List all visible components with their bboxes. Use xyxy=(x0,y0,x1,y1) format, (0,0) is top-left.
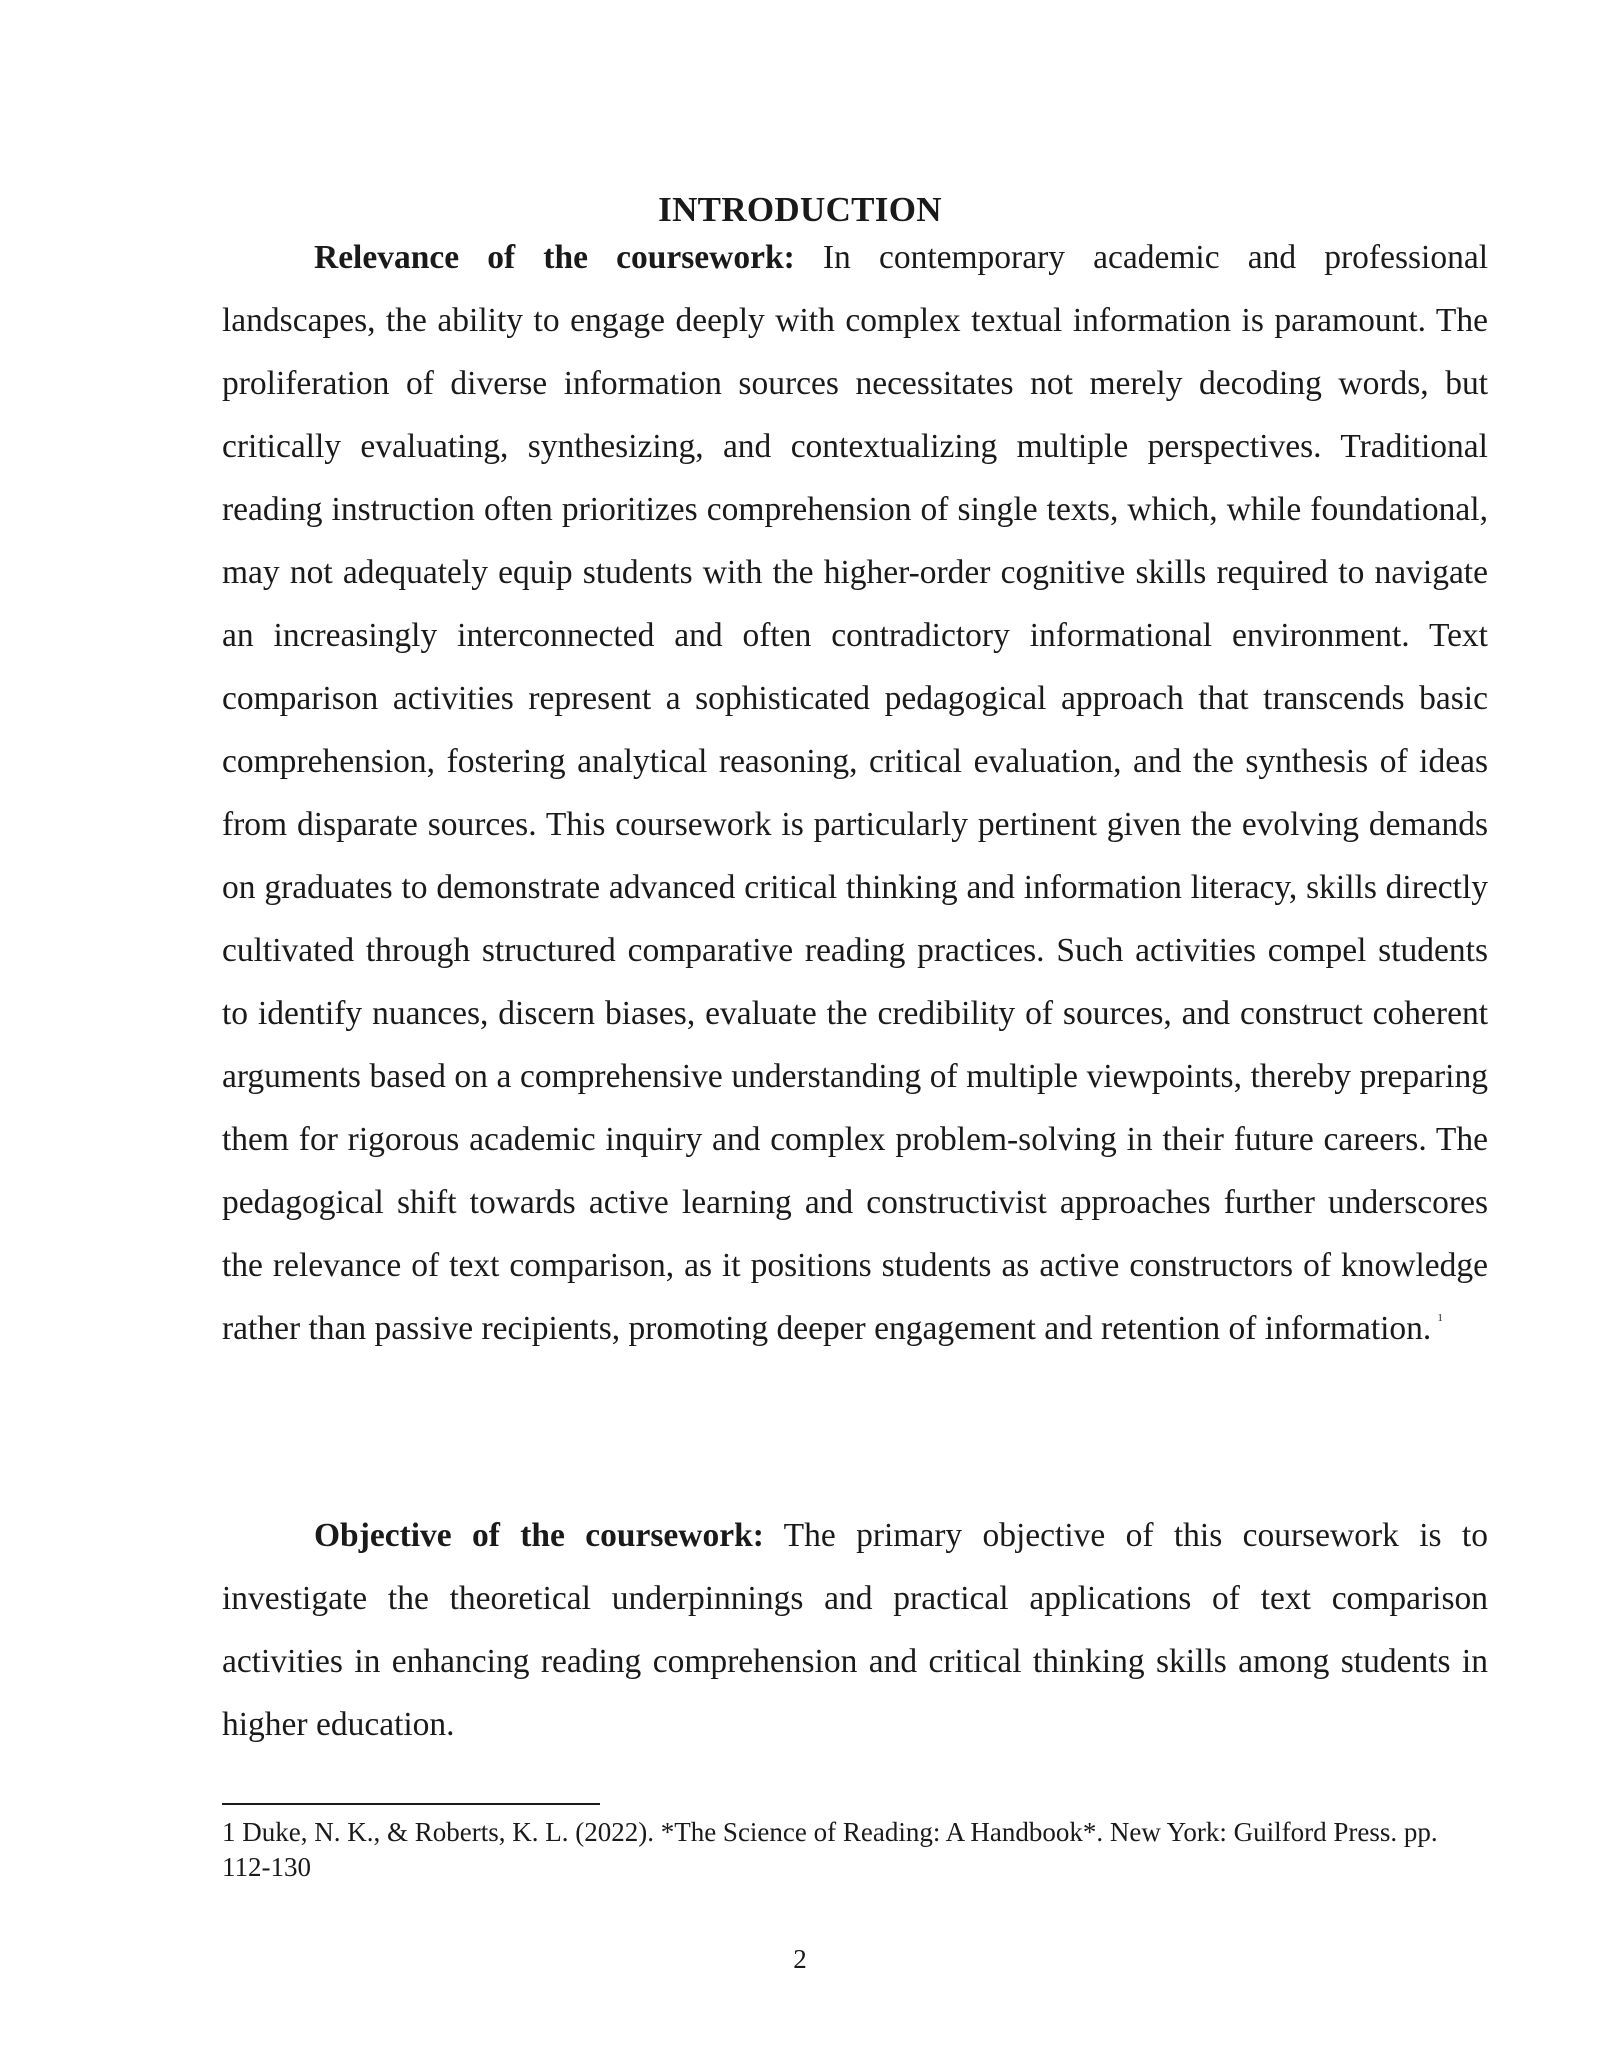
page-number: 2 xyxy=(793,1944,807,1974)
relevance-text: In contemporary academic and professional landscapes, the ability to engage deeply with complex textual information is paramount. The proliferation of diverse information sources necessitates not merely decoding words, but critically evaluating, synthesizing, and contextualizing multiple perspectives. Traditional reading instruction often prioritizes comprehension of single texts, which, while foundational, may not adequately equip students with the higher-order cognitive skills required to navigate an increasingly interconnected and often contradictory informational environment. Text comparison activities represent a sophisticated pedagogical approach that transcends basic comprehension, fostering analytical reasoning, critical evaluation, and the synthesis of ideas from disparate sources. This coursework is particularly pertinent given the evolving demands on graduates to demonstrate advanced critical thinking and information literacy, skills directly cultivated through structured comparative reading practices. Such activities compel students to identify nuances, discern biases, evaluate the credibility of sources, and construct coherent arguments based on a comprehensive understanding of multiple viewpoints, thereby preparing them for rigorous academic inquiry and complex problem-solving in their future careers. The pedagogical shift towards active learning and constructivist approaches further underscores the relevance of text comparison, as it positions students as active constructors of knowledge rather than passive recipients, promoting deeper engagement and retention of information. xyxy=(222,239,1488,1347)
footnote: 1 Duke, N. K., & Roberts, K. L. (2022). *The Science of Reading: A Handbook*. New York: Guilford Press. pp. 112-130 xyxy=(222,1817,1438,1882)
relevance-lead: Relevance of the coursework: xyxy=(314,239,795,276)
objective-text: The primary objective of this coursework is to investigate the theoretical underpinnings and practical applications of text comparison activities in enhancing reading comprehension and critical thinking skills among students in higher education. xyxy=(222,1517,1488,1743)
relevance-paragraph xyxy=(222,226,1488,1360)
footnote-separator xyxy=(222,1803,600,1805)
section-heading: INTRODUCTION xyxy=(658,190,942,229)
objective-lead: Objective of the coursework: xyxy=(314,1517,764,1554)
objective-paragraph xyxy=(222,1504,1488,1756)
footnote-reference[interactable]: 1 xyxy=(1437,1311,1443,1324)
